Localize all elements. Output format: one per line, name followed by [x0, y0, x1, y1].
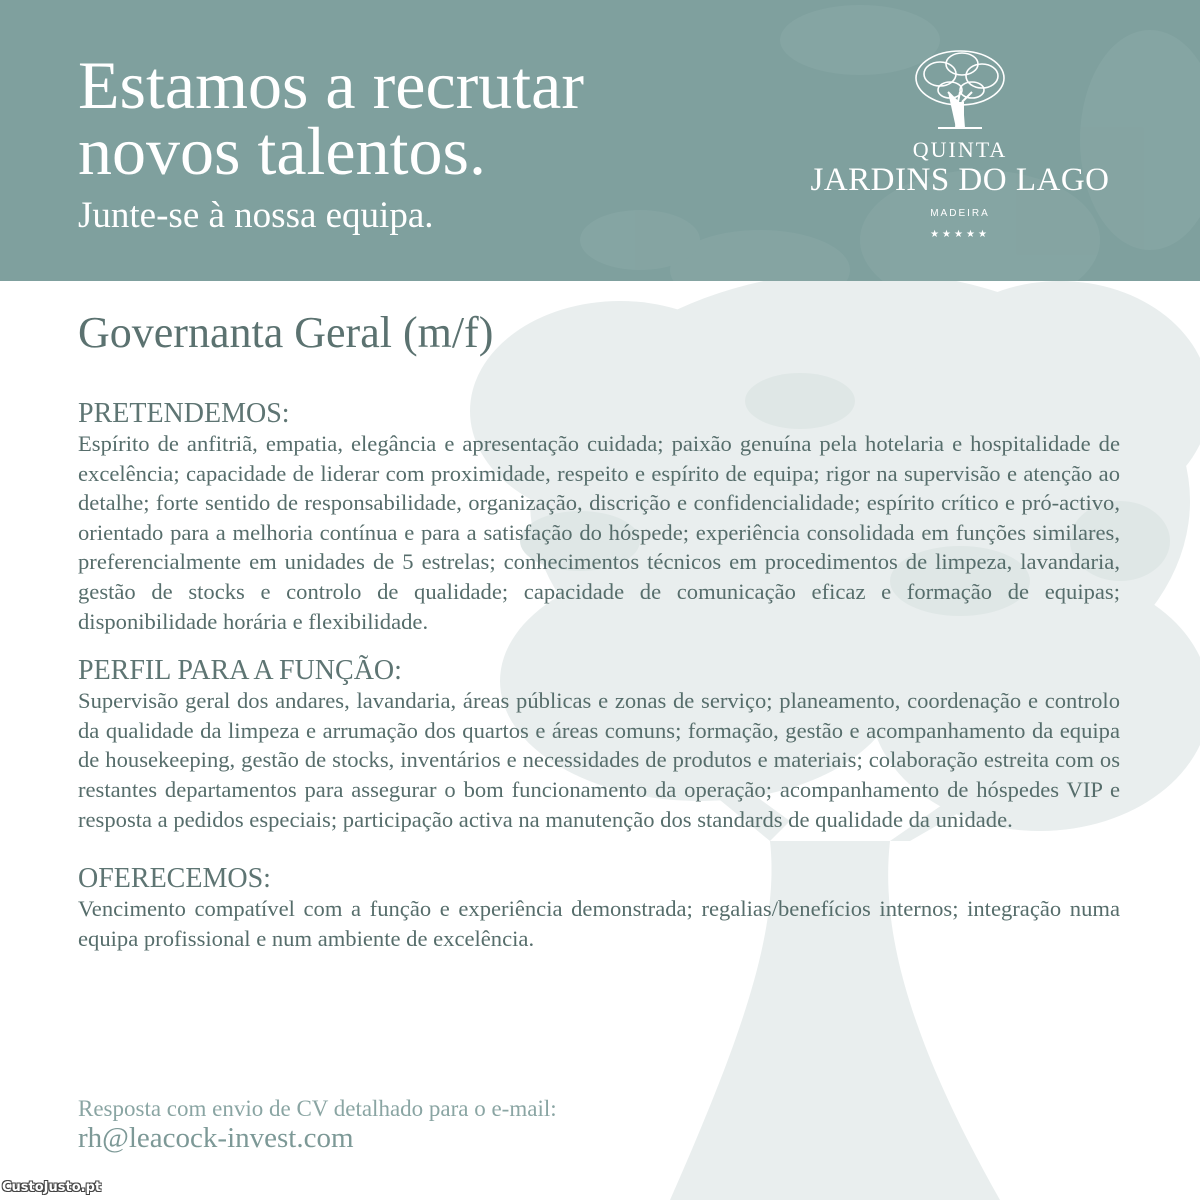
- job-title: Governanta Geral (m/f): [78, 308, 494, 357]
- section-body-pretendemos: Espírito de anfitriã, empatia, elegância e apresentação cuidada; paixão genuína pela hotelaria e hospitalidade de excelência; capacidade de liderar com proximidade, respeito e espírito de equipa; rigor na supervisão e atenção ao detalhe; forte sentido de responsabilidade, organização, discrição e confidencialidade; espírito crítico e pró-activo, orientado para a melhoria contínua e para a satisfação do hóspede; experiência consolidada em funções similares, preferencialmente em unidades de 5 estrelas; conhecimentos técnicos em procedimentos de limpeza, lavandaria, gestão de stocks e controlo de qualidade; capacidade de comunicação eficaz e formação de equipas; disponibilidade horária e flexibilidade.: [78, 431, 1120, 634]
- site-watermark-stamp: CustoJusto.pt: [2, 1180, 102, 1195]
- section-body-perfil: Supervisão geral dos andares, lavandaria, áreas públicas e zonas de serviço; planeamento, coordenação e controlo da qualidade da limpeza e arrumação dos quartos e áreas comuns; formação, gestão e acompanhamento da equipa de housekeeping, gestão de stocks, inventários e necessidades de produtos e materiais; colaboração estreita com os restantes departamentos para assegurar o bom funcionamento da operação; acompanhamento de hóspedes VIP e resposta a pedidos especiais; participação activa na manutenção dos standards de qualidade da unidade.: [78, 688, 1120, 832]
- headline: [78, 47, 584, 189]
- hotel-logo: [790, 48, 1130, 240]
- header-banner: [0, 0, 1200, 281]
- contact-label: Resposta com envio de CV detalhado para o e-mail:: [78, 1096, 557, 1121]
- logo-quinta: QUINTA: [912, 137, 1008, 162]
- tree-icon: [910, 48, 1010, 130]
- logo-region: MADEIRA: [930, 208, 990, 219]
- headline-line-2: novos talentos.: [78, 113, 486, 189]
- section-heading-pretendemos: PRETENDEMOS:: [78, 398, 290, 429]
- job-ad-content: [78, 305, 1120, 953]
- section-body-oferecemos: Vencimento compatível com a função e experiência demonstrada; regalias/benefícios internos; integração numa equipa profissional e num ambiente de excelência.: [78, 896, 1120, 951]
- section-oferecemos: [78, 864, 1120, 953]
- section-pretendemos: [78, 399, 1120, 636]
- headline-line-1: Estamos a recrutar: [78, 47, 584, 123]
- logo-stars: ★★★★★: [930, 229, 990, 240]
- logo-name: JARDINS DO LAGO: [810, 162, 1110, 198]
- contact-block: [78, 1096, 557, 1154]
- section-heading-perfil: PERFIL PARA A FUNÇÃO:: [78, 655, 402, 687]
- section-heading-oferecemos: OFERECEMOS:: [78, 863, 271, 895]
- contact-email[interactable]: rh@leacock-invest.com: [78, 1122, 354, 1154]
- section-perfil: [78, 656, 1120, 834]
- subheadline: Junte-se à nossa equipa.: [78, 195, 434, 236]
